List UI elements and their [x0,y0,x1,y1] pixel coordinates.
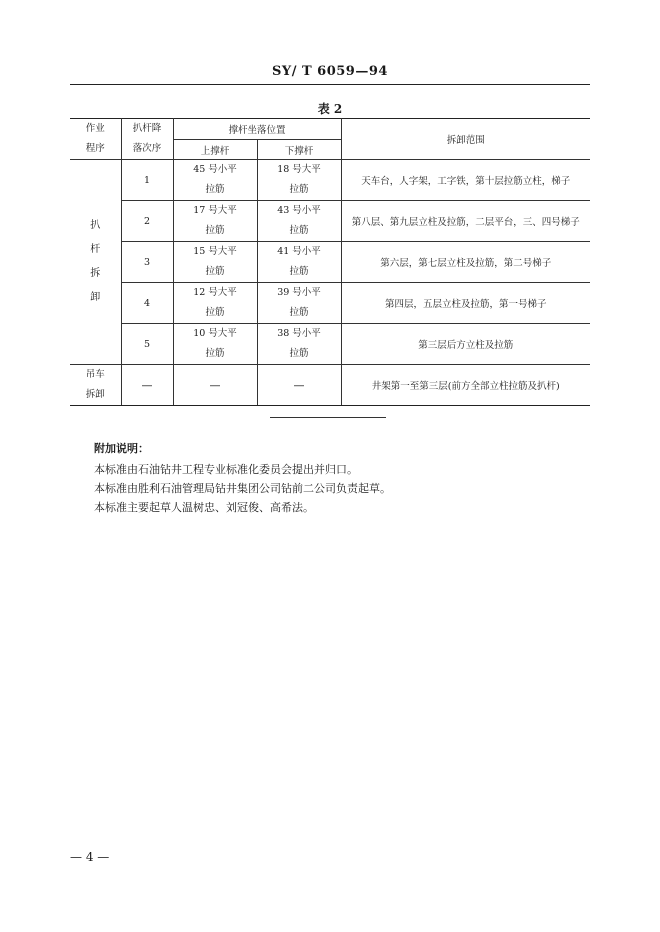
cell-sequence: — [121,365,173,406]
cell-range: 第六层，第七层立柱及拉筋，第二号梯子 [341,242,590,283]
table-row [70,160,590,201]
cell-upper: — [173,365,257,406]
group-label-crane: 吊车 拆卸 [70,365,121,406]
cell-lower: 43 号小平 拉筋 [257,201,341,242]
header-position-group: 撑杆坐落位置 [173,119,341,140]
notes-title: 附加说明： [94,442,149,455]
table-row [70,283,590,324]
cell-upper: 15 号大平 拉筋 [173,242,257,283]
cell-range: 第四层，五层立柱及拉筋，第一号梯子 [341,283,590,324]
cell-sequence: 3 [121,242,173,283]
notes-line: 本标准由胜利石油管理局钻井集团公司钻前二公司负责起草。 [94,482,391,495]
cell-lower: 41 号小平 拉筋 [257,242,341,283]
standard-code: SY/ T 6059—94 [272,64,388,79]
page-number: — 4 — [70,850,110,864]
header-lower-brace: 下撑杆 [257,140,341,160]
cell-sequence: 1 [121,160,173,201]
table-row [70,324,590,365]
end-rule [270,417,386,418]
cell-sequence: 4 [121,283,173,324]
cell-lower: — [257,365,341,406]
group-label-gin-pole: 扒 杆 拆 卸 [70,160,121,365]
cell-range: 井架第一至第三层(前方全部立柱拉筋及扒杆) [341,365,590,406]
table-caption: 表 2 [317,102,343,116]
cell-sequence: 5 [121,324,173,365]
cell-lower: 39 号小平 拉筋 [257,283,341,324]
header-rule [70,84,590,85]
table-row [70,201,590,242]
header-range: 拆卸范围 [341,119,590,160]
notes-line: 本标准主要起草人温树忠、刘冠俊、高希法。 [94,501,314,514]
cell-lower: 38 号小平 拉筋 [257,324,341,365]
table-row [70,242,590,283]
additional-notes [94,440,594,517]
cell-sequence: 2 [121,201,173,242]
header-procedure: 作业 程序 [70,119,121,160]
dismantling-table [70,118,590,406]
cell-upper: 17 号大平 拉筋 [173,201,257,242]
cell-upper: 10 号大平 拉筋 [173,324,257,365]
cell-range: 天车台，人字架，工字铁，第十层拉筋立柱，梯子 [341,160,590,201]
cell-upper: 12 号大平 拉筋 [173,283,257,324]
header-sequence: 扒杆降 落次序 [121,119,173,160]
cell-range: 第八层、第九层立柱及拉筋，二层平台，三、四号梯子 [341,201,590,242]
header-upper-brace: 上撑杆 [173,140,257,160]
table-row [70,365,590,406]
cell-upper: 45 号小平 拉筋 [173,160,257,201]
cell-range: 第三层后方立柱及拉筋 [341,324,590,365]
notes-line: 本标准由石油钻井工程专业标准化委员会提出并归口。 [94,463,358,476]
cell-lower: 18 号大平 拉筋 [257,160,341,201]
